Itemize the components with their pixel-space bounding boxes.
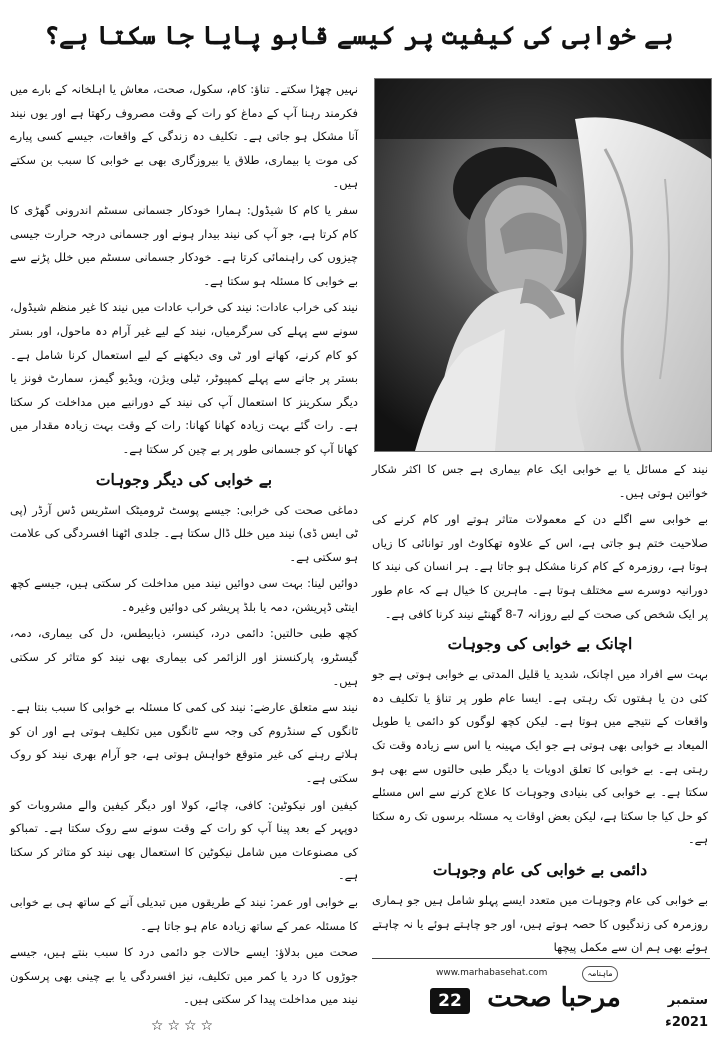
section-heading: اچانک بے خوابی کی وجوہات <box>447 634 633 654</box>
sleepless-man-image <box>375 79 711 451</box>
end-stars: ☆☆☆☆ <box>150 1017 218 1034</box>
section-heading: بے خوابی کی دیگر وجوہات <box>95 469 273 489</box>
brand-tag: ماہنامہ <box>582 966 618 982</box>
website-url: www.marhabasehat.com <box>436 968 548 978</box>
paragraph: دوائیں لینا: بہت سی دوائیں نیند میں مداخلت کر سکتی ہیں، جیسے کچھ اینٹی ڈپریشن، دمہ یا بلڈ پریشر کی دوائیں وغیرہ۔ <box>10 576 358 614</box>
left-column <box>10 78 358 1039</box>
paragraph: کیفین اور نیکوٹین: کافی، چائے، کولا اور دیگر کیفین والے مشروبات کو دوپہر کے بعد پینا آپ کو رات کے وقت سونے سے روک سکتا ہے۔ تمباکو کی مصنوعات میں شامل نیکوٹین کا استعمال بھی نیند کو متاثر کر سکتا ہے۔ <box>10 797 358 883</box>
paragraph: سفر یا کام کا شیڈول: ہمارا خودکار جسمانی سسٹم اندرونی گھڑی کا کام کرتا ہے، جو آپ کی نیند بیدار ہونے اور جسمانی درجہ حرارت جیسی چیزوں کی راہنمائی کرتا ہے۔ خودکار جسمانی سسٹم میں خلل پڑنے سے بے خوابی کا مسئلہ ہو سکتا ہے۔ <box>10 202 358 288</box>
section-heading: دائمی بے خوابی کی عام وجوہات <box>432 859 648 879</box>
paragraph: نہیں چھڑا سکتے۔ تناؤ: کام، سکول، صحت، معاش یا اہلخانہ کے بارے میں فکرمند رہنا آپ کے دماغ کو رات کے وقت مصروف رکھتا ہے اور یوں نیند آنا مشکل ہو جاتی ہے۔ تکلیف دہ زندگی کے واقعات، جیسے کسی پیارے کی موت یا بیماری، طلاق یا بیروزگاری بھی بے خوابی کا سبب بن سکتے ہیں۔ <box>10 82 358 191</box>
magazine-logo: مرحبا صحت <box>487 983 621 1013</box>
paragraph: بے خوابی سے اگلے دن کے معمولات متاثر ہوتے اور کام کرنے کی صلاحیت ختم ہو جاتی ہے، اس کے علاوہ تھکاوٹ اور توانائی کا زیاں ہوتا ہے، روزمرہ کے کام کرنا مشکل ہو جاتا ہے۔ ہر انسان کی نیند کا دورانیہ دوسرے سے مختلف ہوتا ہے۔ ماہرین کا خیال ہے کہ عام طور پر ایک شخص کی صحت کے لیے روزانہ 7-8 گھنٹے نیند کرنا کافی ہے۔ <box>372 512 708 621</box>
article-photo <box>374 78 712 452</box>
paragraph: نیند سے متعلق عارضے: نیند کی کمی کا مسئلہ بے خوابی کا سبب بنتا ہے۔ ٹانگوں کے سنڈروم کی وجہ سے ٹانگوں میں تکلیف ہوتی ہے اور ان کو ہلاتے رہنے کی غیر متوقع خواہش ہوتی ہے، جو آرام بھری نیند کو روک سکتی ہے۔ <box>10 700 358 786</box>
footer-divider <box>372 958 710 959</box>
masthead <box>430 983 710 1030</box>
issue-date: ستمبر 2021ء <box>665 993 708 1030</box>
right-column <box>372 458 708 963</box>
article-title: بے خوابی کی کیفیت پر کیسے قابو پایا جا سکتا ہے؟ <box>44 21 674 50</box>
paragraph: صحت میں بدلاؤ: ایسے حالات جو دائمی درد کا سبب بنتے ہیں، جیسے جوڑوں کا درد یا کمر میں تکلیف، نیز افسردگی یا بے چینی بھی پرسکون نیند میں مداخلت پیدا کر سکتی ہیں۔ <box>10 945 358 1007</box>
paragraph: کچھ طبی حالتیں: دائمی درد، کینسر، ذیابیطس، دل کی بیماری، دمہ، گیسٹرو، پارکنسنز اور الزائمر کی بیماری بھی نیند کو متاثر کر سکتی ہیں۔ <box>10 626 358 688</box>
paragraph: دماغی صحت کی خرابی: جیسے پوسٹ ٹرومیٹک اسٹریس ڈس آرڈر (پی ٹی ایس ڈی) نیند میں خلل ڈال سکتا ہے۔ جلدی اٹھنا افسردگی کی علامت ہو سکتی ہے۔ <box>10 502 358 564</box>
page-number: 22 <box>430 988 470 1014</box>
paragraph: بے خوابی اور عمر: نیند کے طریقوں میں تبدیلی آنے کے ساتھ ہی بے خوابی کا مسئلہ عمر کے ساتھ زیادہ عام ہو جاتا ہے۔ <box>10 895 358 933</box>
paragraph: نیند کے مسائل یا بے خوابی ایک عام بیماری ہے جس کا اکثر شکار خواتین ہوتی ہیں۔ <box>372 462 708 500</box>
paragraph: نیند کی خراب عادات: نیند کی خراب عادات میں نیند کا غیر منظم شیڈول، سونے سے پہلے کی سرگرمیاں، نیند کے لیے غیر آرام دہ ماحول، اور بستر کو کام کرنے، کھانے اور ٹی وی دیکھنے کے لیے استعمال کرنا شامل ہے۔ بستر پر جانے سے پہلے کمپیوٹر، ٹیلی ویژن، ویڈیو گیمز، سمارٹ فونز یا دیگر سکرینز کا استعمال آپ کی نیند کے دورانیے میں مداخلت کر سکتا ہے۔ رات گئے بہت زیادہ کھانا کھانا: رات کے وقت بہت زیادہ مقدار میں کھانا آپ کو جسمانی طور پر بے چین کر سکتا ہے۔ <box>10 300 358 456</box>
paragraph: بہت سے افراد میں اچانک، شدید یا قلیل المدتی بے خوابی ہوتی ہے جو کئی دن یا ہفتوں تک رہتی ہے۔ ایسا عام طور پر تناؤ یا تکلیف دہ واقعات کے نتیجے میں ہوتا ہے۔ لیکن کچھ لوگوں کو دائمی یا طویل المیعاد بے خوابی بھی ہوتی ہے جو ایک مہینہ یا اس سے زیادہ وقت تک رہتی ہے۔ بے خوابی کا تعلق ادویات یا دیگر طبی حالتوں سے بھی ہو سکتا ہے۔ بے خوابی کی بنیادی وجوہات کا علاج کرنے سے اس مسئلے کو حل کیا جا سکتا ہے، لیکن بعض اوقات یہ مسئلہ برسوں تک رہ سکتا ہے۔ <box>372 667 708 847</box>
paragraph: بے خوابی کی عام وجوہات میں متعدد ایسے پہلو شامل ہیں جو ہماری روزمرہ کی زندگیوں کا حصہ ہوتے ہیں، اور جو چاہتے ہوئے یا نہ چاہتے ہوئے بھی ہم ان سے مکمل پیچھا <box>372 892 708 955</box>
